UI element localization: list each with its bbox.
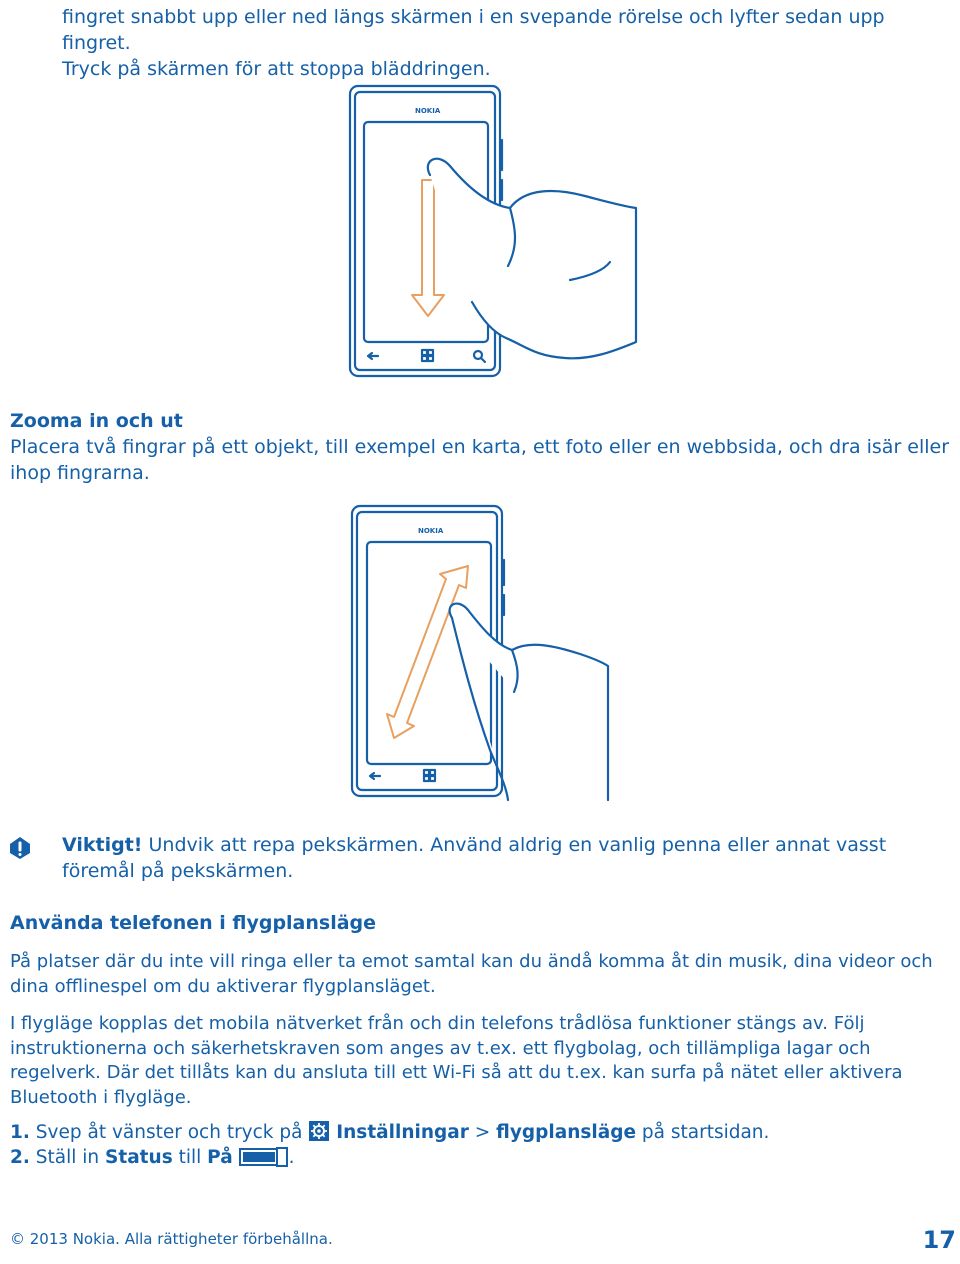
step-2-on: På [207, 1146, 233, 1168]
page-number: 17 [922, 1226, 956, 1254]
phone-illustration-2 [340, 500, 610, 810]
zoom-heading: Zooma in och ut [10, 410, 183, 432]
step-1 [10, 1120, 955, 1146]
toggle-on-icon [239, 1147, 289, 1167]
pinch-zoom-illustration [340, 500, 610, 810]
step-2-number: 2. [10, 1146, 30, 1168]
step-1-settings: Inställningar [336, 1122, 469, 1143]
phone-illustration [340, 80, 640, 390]
step-1-flight-mode: flygplansläge [496, 1122, 637, 1143]
step-2-post: . [288, 1146, 295, 1168]
step-1-pre: Svep åt vänster och tryck på [29, 1122, 309, 1143]
zoom-text: Placera två fingrar på ett objekt, till exempel en karta, ett foto eller en webbsida, och dra isär eller ihop fingrarna. [10, 436, 950, 484]
step-2-mid: till [172, 1146, 208, 1168]
step-list [10, 1120, 955, 1170]
step-1-number: 1. [10, 1122, 30, 1143]
important-note [62, 832, 952, 884]
phone-brand: NOKIA [415, 107, 441, 115]
step-2-pre: Ställ in [29, 1146, 106, 1168]
intro-text [62, 4, 952, 82]
step-2 [10, 1146, 955, 1171]
hand-2 [450, 604, 608, 800]
exclamation-icon [8, 836, 32, 860]
intro-line-2: Tryck på skärmen för att stoppa bläddringen. [62, 58, 491, 80]
note-body: Undvik att repa pekskärmen. Använd aldrig en vanlig penna eller annat vasst föremål på pekskärmen. [62, 834, 887, 882]
settings-icon [308, 1120, 330, 1142]
intro-line-1: fingret snabbt upp eller ned längs skärmen i en svepande rörelse och lyfter sedan upp fingret. [62, 6, 885, 54]
note-strong: Viktigt! [62, 834, 143, 856]
step-2-status: Status [105, 1146, 173, 1168]
flight-para-1: På platser där du inte vill ringa eller ta emot samtal kan du ändå komma åt din musik, dina videor och dina offlinespel om du aktiverar flygplansläget. [10, 951, 933, 997]
hand [428, 159, 636, 359]
step-1-mid: > [468, 1122, 497, 1143]
footer-copyright: © 2013 Nokia. Alla rättigheter förbehållna. [10, 1230, 333, 1248]
step-1-post: på startsidan. [636, 1122, 770, 1143]
flight-mode-heading: Använda telefonen i flygplansläge [10, 912, 377, 934]
flight-para-2: I flygläge kopplas det mobila nätverket från och din telefons trådlösa funktioner stängs av. Följ instruktionerna och säkerhetskraven som anges av t.ex. ett flygbolag, och tillämpliga lagar och regelverk. Där det tillåts kan du ansluta till ett Wi-Fi så att du t.ex. kan surfa på nätet eller aktivera Bluetooth i flygläge. [10, 1013, 903, 1108]
phone-brand-2: NOKIA [418, 527, 444, 535]
scroll-gesture-illustration [340, 80, 640, 390]
pinch-arrow [387, 566, 468, 738]
